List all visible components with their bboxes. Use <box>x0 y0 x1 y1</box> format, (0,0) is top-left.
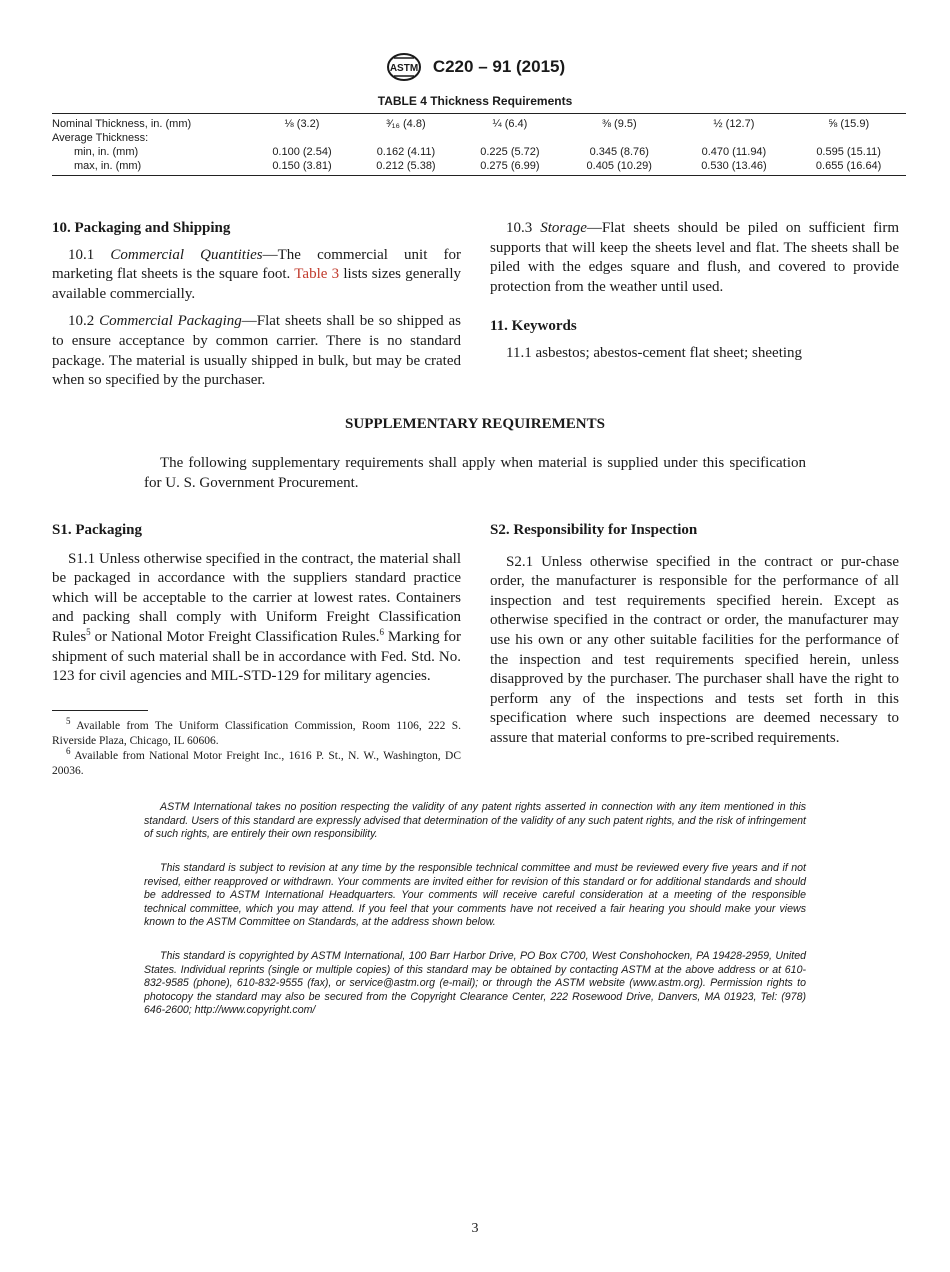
table-caption: TABLE 4 Thickness Requirements <box>377 94 573 108</box>
table-row <box>52 131 906 145</box>
table-cell: ¼ (6.4) <box>458 114 562 132</box>
paragraph-11-1: 11.1 asbestos; abestos-cement flat sheet; sheeting <box>506 344 803 361</box>
table-cell: 0.530 (13.46) <box>677 159 792 176</box>
paragraph-s1-1: S1.1 Unless otherwise specified in the contract, the material shall be packaged in accordance with the suppliers standard practice which will be acceptable to the carrier at lowest rates. Containers and packing shall comply with Uniform Freight Classification Rules$^5$ or National Motor Freight Classification Rules.$^6$ Marking for shipment of such material shall be in accordance with Fed. Std. No. 123 for civil agencies and MIL-STD-129 for military agencies. <box>52 550 461 685</box>
copyright-notice: This standard is copyrighted by ASTM International, 100 Barr Harbor Drive, PO Box C700, West Conshohocken, PA 19428-2959, United States. Individual reprints (single or multiple copies) of this standard may be obtained by contacting ASTM at the above address or at 610-832-9585 (phone), 610-832-9555 (fax), or service@astm.org (e-mail); or through the ASTM website (www.astm.org). Permission rights to photocopy the standard may also be secured from the Copyright Clearance Center, 222 Rosewood Drive, Danvers, MA 01923, Tel: (978) 646-2600; http://www.copyright.com/ <box>144 950 806 1017</box>
table-cell: 0.405 (10.29) <box>562 159 677 176</box>
table-cell: 0.275 (6.99) <box>458 159 562 176</box>
supplementary-title: SUPPLEMENTARY REQUIREMENTS <box>345 416 605 432</box>
footnote-5: $^5$ Available from The Uniform Classification Commission, Room 1106, 222 S. Riverside Plaza, Chicago, IL 60606. <box>52 716 461 747</box>
section-11-column <box>490 219 899 364</box>
table-cell: ³⁄₁₆ (4.8) <box>354 114 458 132</box>
section-10-column <box>52 219 461 391</box>
table-row <box>52 114 906 132</box>
page-header <box>0 52 950 82</box>
document-designation: C220 – 91 (2015) <box>432 57 566 76</box>
table-cell: ⅝ (15.9) <box>791 114 906 132</box>
section-11-heading: 11. Keywords <box>490 318 577 335</box>
astm-logo-icon <box>385 52 423 82</box>
footnote-6: $^6$ Available from National Motor Freight Inc., 1616 P. St., N. W., Washington, DC 20036. <box>52 746 461 777</box>
table-cell: 0.225 (5.72) <box>480 146 540 158</box>
page-number: 3 <box>471 1221 479 1236</box>
paragraph-10-3: 10.3 Storage—Flat sheets should be piled on sufficient firm supports that will keep the sheets level and flat. The sheets shall be piled with the edges square and flush, and covered to provide protection from the weather until used. <box>490 220 899 295</box>
section-10-heading: 10. Packaging and Shipping <box>52 220 231 236</box>
table-cell: 0.345 (8.76) <box>589 146 649 158</box>
s2-heading: S2. Responsibility for Inspection <box>490 522 698 538</box>
s2-column <box>490 521 899 749</box>
logo-text: ASTM <box>389 63 418 74</box>
s1-column <box>52 521 461 687</box>
footnote-ref-6: 6 <box>379 626 385 637</box>
paragraph-10-1: 10.1 Commercial Quantities—The commercial unit for marketing flat sheets is the square foot. Table 3 lists sizes generally available commercially. <box>52 246 462 302</box>
table-3-link[interactable]: Table 3 <box>294 266 340 283</box>
table-cell: ⅜ (9.5) <box>562 114 677 132</box>
table-row <box>52 159 906 176</box>
row-label: Average Thickness: <box>52 132 149 144</box>
row-label: min, in. (mm) <box>74 146 139 158</box>
footnote-ref-5: 5 <box>86 626 91 637</box>
table-cell: 0.595 (15.11) <box>816 146 881 158</box>
paragraph-10-2: 10.2 Commercial Packaging—Flat sheets shall be so shipped as to ensure acceptance by common carrier. There is no standard package. The material is usually shipped in bulk, but may be crated when so specified by the purchaser. <box>52 313 462 389</box>
revision-notice: This standard is subject to revision at any time by the responsible technical committee and must be reviewed every five years and if not revised, either reapproved or withdrawn. Your comments are invited either for revision of this standard or for additional standards and should be addressed to ASTM International Headquarters. Your comments will receive careful consideration at a meeting of the responsible technical committee, which you may attend. If you feel that your comments have not received a fair hearing you should make your views known to the ASTM Committee on Standards, at the address shown below. <box>144 862 806 929</box>
table-cell: 0.655 (16.64) <box>791 159 906 176</box>
table-cell: 0.212 (5.38) <box>354 159 458 176</box>
table-cell: ½ (12.7) <box>677 114 792 132</box>
row-label: max, in. (mm) <box>52 159 250 176</box>
supplementary-intro: The following supplementary requirements shall apply when material is supplied under this specification for U. S. Government Procurement. <box>144 455 806 491</box>
table-cell: 0.162 (4.11) <box>376 146 436 158</box>
row-label: Nominal Thickness, in. (mm) <box>52 114 250 132</box>
table-row <box>52 145 906 159</box>
table-cell: 0.470 (11.94) <box>701 146 767 158</box>
s1-heading: S1. Packaging <box>52 522 143 538</box>
patent-notice: ASTM International takes no position respecting the validity of any patent rights asserted in connection with any item mentioned in this standard. Users of this standard are expressly advised that determination of the validity of any such patent rights, and the risk of infringement of such rights, are entirely their own responsibility. <box>144 801 806 841</box>
table-cell: 0.100 (2.54) <box>272 146 332 158</box>
footnote-divider <box>52 710 148 711</box>
paragraph-s2-1: S2.1 Unless otherwise specified in the contract or pur-chase order, the manufacturer is responsible for the performance of all inspection and test requirements specified herein. Except as otherwise specified in the contract or order, the manufacturer may use his own or any other suitable facilities for the performance of the inspection and test requirements specified herein, unless disapproved by the purchaser. The purchaser shall have the right to perform any of the inspections and tests set forth in this specification where such inspections are deemed necessary to assure that material conforms to pre-scribed requirements. <box>490 553 899 746</box>
table-cell: 0.150 (3.81) <box>250 159 354 176</box>
thickness-table <box>52 113 906 176</box>
table-cell: ⅛ (3.2) <box>250 114 354 132</box>
